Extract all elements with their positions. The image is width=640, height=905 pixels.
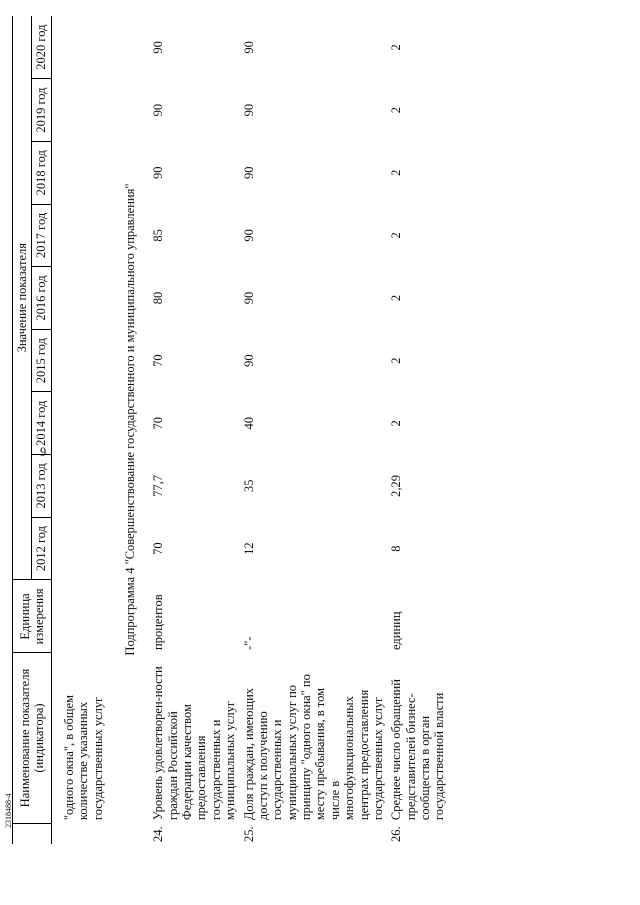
header-year: 2012 год (32, 517, 51, 580)
value-cell: 2 (389, 232, 404, 239)
header-year: 2020 год (32, 16, 51, 79)
value-cell: 77,7 (151, 474, 166, 497)
value-cell: 90 (241, 354, 256, 367)
value-cell: 70 (151, 417, 166, 430)
value-cell: 90 (241, 41, 256, 54)
value-cell: 90 (151, 166, 166, 179)
row-number: 26. (389, 826, 404, 842)
header-year: 2016 год (32, 267, 51, 330)
header-name: Наименование показателя (индикатора) (13, 653, 52, 823)
indicator-name: Среднее число обращений представителей бизнес-сообщества в орган государственной власти (389, 679, 447, 821)
value-cell: 2 (389, 169, 404, 176)
indicator-unit: единиц (389, 611, 404, 650)
value-cell: 12 (241, 542, 256, 555)
page-number: 9 (40, 445, 47, 459)
header-year: 2018 год (32, 141, 51, 204)
header-year: 2019 год (32, 79, 51, 142)
value-cell: 90 (151, 41, 166, 54)
value-cell: 90 (241, 103, 256, 117)
row-number: 25. (241, 826, 256, 842)
value-cell: 90 (241, 229, 256, 242)
value-cell: 35 (241, 479, 256, 493)
value-cell: 80 (151, 291, 166, 305)
value-cell: 70 (151, 354, 166, 367)
value-cell: 90 (151, 103, 166, 117)
value-cell: 2 (389, 420, 404, 427)
subprogram-title: Подпрограмма 4 "Совершенствование государственного и муниципального управления" (122, 183, 137, 656)
value-cell: 2,29 (389, 474, 404, 497)
header-year: 2014 год (32, 392, 51, 455)
header-year: 2015 год (32, 329, 51, 392)
table-row (149, 16, 239, 844)
value-cell: 2 (389, 106, 404, 114)
indicator-unit: процентов (151, 594, 166, 650)
row-number: 24. (151, 826, 166, 842)
value-cell: 8 (389, 545, 404, 552)
header-values-group: Значение показателя (13, 16, 32, 580)
value-cell: 2 (389, 44, 404, 51)
header-year: 2013 год (32, 455, 51, 518)
value-cell: 2 (389, 357, 404, 364)
footer-code: 2318488-4 (4, 793, 13, 828)
value-cell: 40 (241, 417, 256, 430)
value-cell: 85 (151, 229, 166, 242)
table-row (387, 16, 449, 844)
subprogram-row (107, 16, 149, 844)
indicator-name: Уровень удовлетворен-ности граждан Российской Федерации качеством предоставления государственных и муниципальных услуг (151, 666, 238, 821)
value-cell: 90 (241, 291, 256, 305)
header-row-1 (13, 16, 32, 844)
header-unit: Единица измерения (13, 580, 52, 653)
table-row (240, 16, 388, 844)
indicator-unit: -"- (241, 636, 256, 650)
value-cell: 90 (241, 166, 256, 179)
header-year: 2017 год (32, 204, 51, 267)
value-cell: 2 (389, 294, 404, 302)
indicator-table (12, 16, 449, 844)
fragment-text: "одного окна", в общем количестве указанных государственных услуг (61, 695, 105, 821)
header-num-cell (13, 823, 52, 844)
value-cell: 70 (151, 542, 166, 555)
fragment-row (51, 16, 107, 844)
indicator-name: Доля граждан, имеющих доступ к получению государственных и муниципальных услуг по принципу "одного окна" по месту пребывания, в том числе в многофункциональных центрах предоставления государственных услуг (241, 674, 385, 821)
rotated-page (12, 7, 632, 862)
